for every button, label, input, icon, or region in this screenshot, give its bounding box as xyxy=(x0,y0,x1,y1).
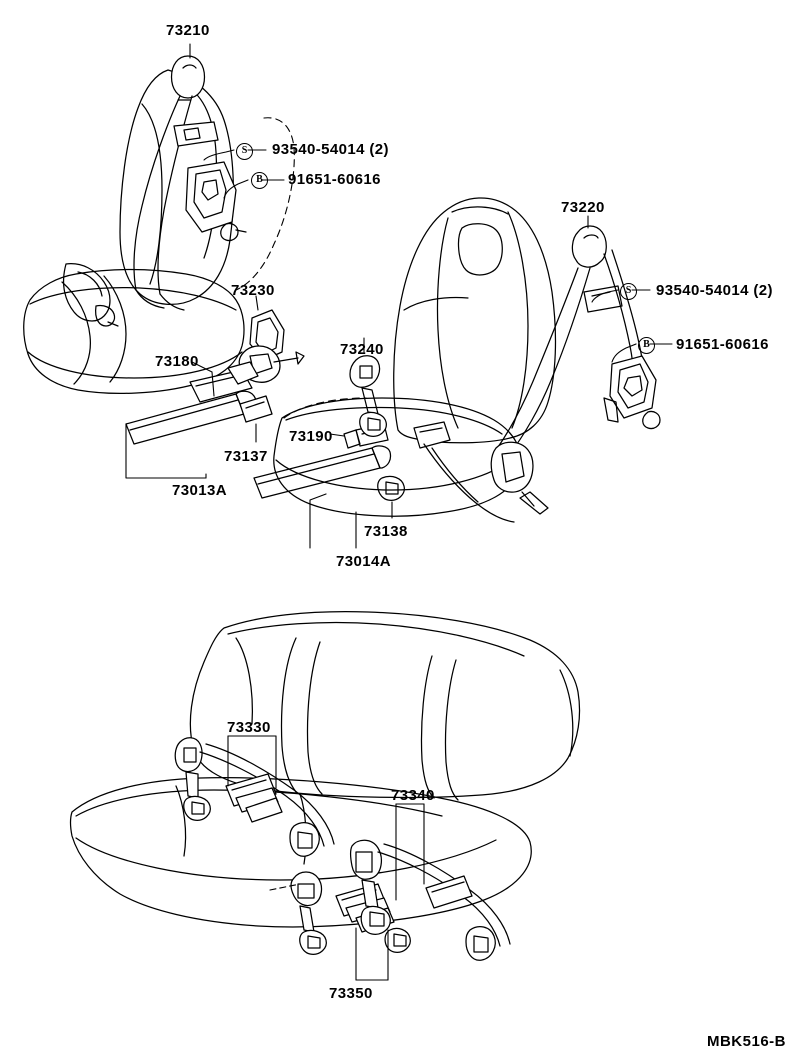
part-label-73190: 73190 xyxy=(289,428,333,445)
part-label-73013A: 73013A xyxy=(172,482,227,499)
part-label-73340: 73340 xyxy=(391,787,435,804)
part-label-73220: 73220 xyxy=(561,199,605,216)
part-label-73014A: 73014A xyxy=(336,553,391,570)
part-label-91651-60616-left: 91651-60616 xyxy=(288,171,381,188)
part-label-73350: 73350 xyxy=(329,985,373,1002)
part-label-73230: 73230 xyxy=(231,282,275,299)
callout-mark-s-right: S xyxy=(620,283,637,300)
diagram-footer-code: MBK516-B xyxy=(706,1033,786,1050)
callout-mark-b-left: B xyxy=(251,172,268,189)
part-label-93540-54014-left: 93540-54014 (2) xyxy=(272,141,389,158)
part-label-73330: 73330 xyxy=(227,719,271,736)
part-label-91651-60616-right: 91651-60616 xyxy=(676,336,769,353)
part-label-93540-54014-right: 93540-54014 (2) xyxy=(656,282,773,299)
part-label-73137: 73137 xyxy=(224,448,268,465)
callout-mark-b-right: B xyxy=(638,337,655,354)
part-label-73138: 73138 xyxy=(364,523,408,540)
part-label-73180: 73180 xyxy=(155,353,199,370)
part-label-73240: 73240 xyxy=(340,341,384,358)
callout-mark-s-left: S xyxy=(236,143,253,160)
part-label-73210: 73210 xyxy=(166,22,210,39)
